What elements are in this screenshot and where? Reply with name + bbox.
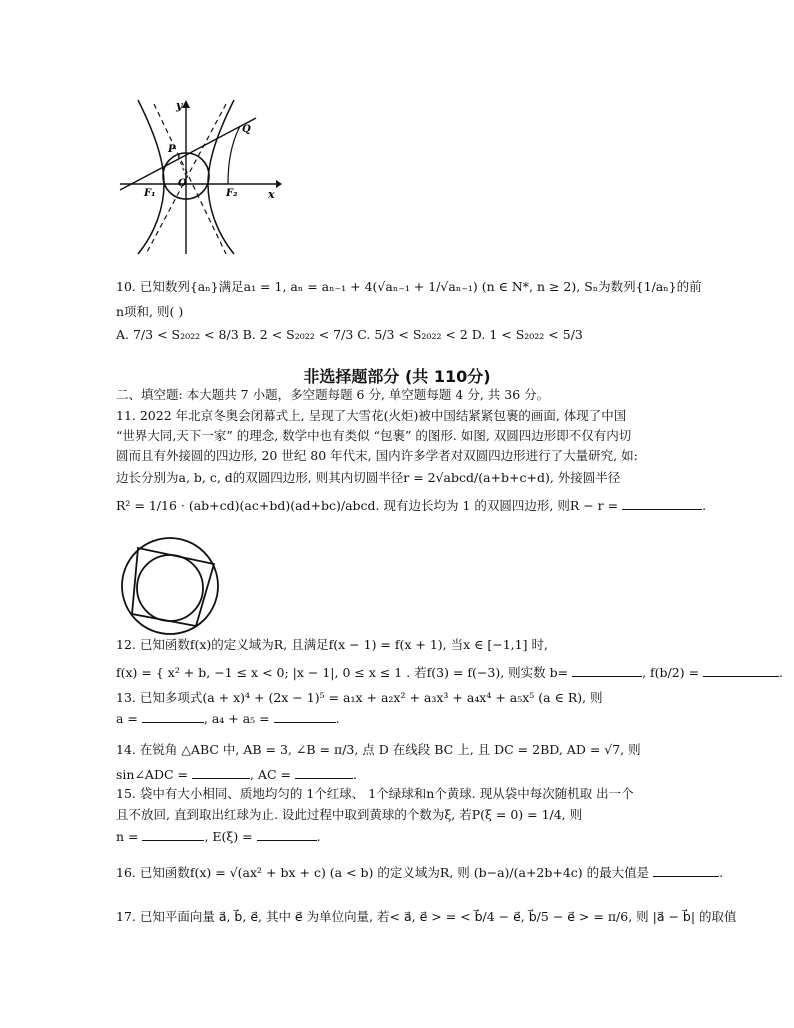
q14-answer-blank-2[interactable] — [295, 766, 353, 779]
q11-line5-end: . — [702, 498, 707, 513]
q16-answer-blank[interactable] — [653, 864, 719, 877]
q11-line5-text: R² = 1/16 · (ab+cd)(ac+bd)(ad+bc)/abcd. 现有边长均为 1 的双圆四边形, 则R − r = — [116, 498, 619, 513]
q12-line2 — [116, 664, 783, 682]
q13-line2-end: . — [335, 711, 340, 726]
q11-line3: 圆而且有外接圆的四边形, 20 世纪 80 年代末, 国内许多学者对双圆四边形进行了大量研究, 如: — [116, 448, 638, 463]
q15-line1: 15. 袋中有大小相同、质地均匀的 1个红球、 1个绿球和n个黄球. 现从袋中每次随机取 出一个 — [116, 786, 634, 801]
q12-line2-mid: , f(b/2) = — [642, 665, 700, 680]
q12-line2-end: . — [779, 665, 784, 680]
q15-line3-b: , E(ξ) = — [204, 829, 253, 844]
q16-line1-text: 16. 已知函数f(x) = √(ax² + bx + c) (a < b) 的定义域为R, 则 (b−a)/(a+2b+4c) 的最大值是 — [116, 865, 650, 880]
q14-line2-a: sin∠ADC = — [116, 767, 188, 782]
q16-line1-end: . — [719, 865, 724, 880]
section-intro: 二、填空题: 本大题共 7 小题，多空题每题 6 分, 单空题每题 4 分, 共 36 分。 — [116, 387, 550, 402]
q11-line1: 11. 2022 年北京冬奥会闭幕式上, 呈现了大雪花(火炬)被中国结紧紧包裹的画面, 体现了中国 — [116, 408, 627, 423]
q14-line2 — [116, 766, 357, 784]
label-p: P — [168, 144, 176, 155]
y-axis-arrow — [182, 100, 190, 108]
q10-line1: 10. 已知数列{aₙ}满足a₁ = 1, aₙ = aₙ₋₁ + 4(√aₙ₋₁ + 1/√aₙ₋₁) (n ∈ N*, n ≥ 2), Sₙ为数列{1/aₙ}的前 — [116, 279, 702, 294]
radius-op — [178, 156, 186, 176]
segment-qf2 — [228, 126, 240, 184]
asymptote-1 — [154, 104, 226, 254]
q15-line3-end: . — [316, 829, 321, 844]
tangent-line — [120, 118, 256, 190]
q11-line2: “世界大同,天下一家” 的理念, 数学中也有类似 “包裹” 的图形. 如图, 双圆四边形即不仅有内切 — [116, 428, 632, 443]
q15-line2: 且不放回, 直到取出红球为止. 设此过程中取到黄球的个数为ξ, 若P(ξ = 0) = 1/4, 则 — [116, 807, 583, 822]
x-axis-arrow — [276, 180, 282, 188]
label-o: O — [178, 178, 187, 189]
incircle — [137, 555, 203, 621]
q15-line3 — [116, 828, 321, 846]
q12-answer-blank-1[interactable] — [572, 664, 642, 677]
hyperbola-figure — [116, 96, 282, 256]
right-hyperbola-branch — [208, 100, 234, 254]
q14-line2-b: , AC = — [249, 767, 291, 782]
section-heading: 非选择题部分 (共 110分) — [303, 367, 491, 386]
q12-line1: 12. 已知函数f(x)的定义域为R, 且满足f(x − 1) = f(x + 1), 当x ∈ [−1,1] 时, — [116, 637, 548, 652]
q15-answer-blank-1[interactable] — [142, 828, 204, 841]
q11-line5 — [116, 497, 706, 515]
q13-line2-a: a = — [116, 711, 138, 726]
q13-answer-blank-1[interactable] — [142, 710, 204, 723]
label-f2: F₂ — [226, 188, 238, 199]
q12-line2-text: f(x) = { x² + b, −1 ≤ x < 0; |x − 1|, 0 ≤ x ≤ 1 . 若f(3) = f(−3), 则实数 b= — [116, 665, 569, 680]
q14-answer-blank-1[interactable] — [192, 766, 250, 779]
q11-answer-blank[interactable] — [622, 497, 702, 510]
q12-answer-blank-2[interactable] — [703, 664, 779, 677]
q14-line2-end: . — [352, 767, 357, 782]
q13-line1: 13. 已知多项式(a + x)⁴ + (2x − 1)⁵ = a₁x + a₂x² + a₃x³ + a₄x⁴ + a₅x⁵ (a ∈ R), 则 — [116, 690, 603, 705]
q13-line2 — [116, 710, 340, 728]
label-q: Q — [242, 124, 251, 135]
q10-options: A. 7/3 < S₂₀₂₂ < 8/3 B. 2 < S₂₀₂₂ < 7/3 C. 5/3 < S₂₀₂₂ < 2 D. 1 < S₂₀₂₂ < 5/3 — [116, 327, 583, 342]
q15-line3-a: n = — [116, 829, 139, 844]
bicentric-quadrilateral-figure — [118, 534, 222, 638]
quadrilateral — [132, 548, 214, 626]
label-f1: F₁ — [144, 188, 156, 199]
q11-line4: 边长分别为a, b, c, d的双圆四边形, 则其内切圆半径r = 2√abcd/(a+b+c+d), 外接圆半径 — [116, 470, 621, 485]
label-y: y — [176, 99, 183, 112]
q15-answer-blank-2[interactable] — [257, 828, 317, 841]
q10-line2: n项和, 则( ) — [116, 304, 184, 319]
q17-line1: 17. 已知平面向量 a⃗, b⃗, e⃗, 其中 e⃗ 为单位向量, 若< a⃗, e⃗ > = < b⃗/4 − e⃗, b⃗/5 − e⃗ > = π/6, 则 |a⃗ − b⃗| 的取值 — [116, 909, 737, 924]
left-hyperbola-branch — [138, 100, 164, 254]
q13-line2-b: , a₄ + a₅ = — [203, 711, 270, 726]
label-x: x — [268, 188, 275, 201]
q14-line1: 14. 在锐角 △ABC 中, AB = 3, ∠B = π/3, 点 D 在线段 BC 上, 且 DC = 2BD, AD = √7, 则 — [116, 742, 641, 757]
q16-line1 — [116, 864, 723, 882]
q13-answer-blank-2[interactable] — [274, 710, 336, 723]
